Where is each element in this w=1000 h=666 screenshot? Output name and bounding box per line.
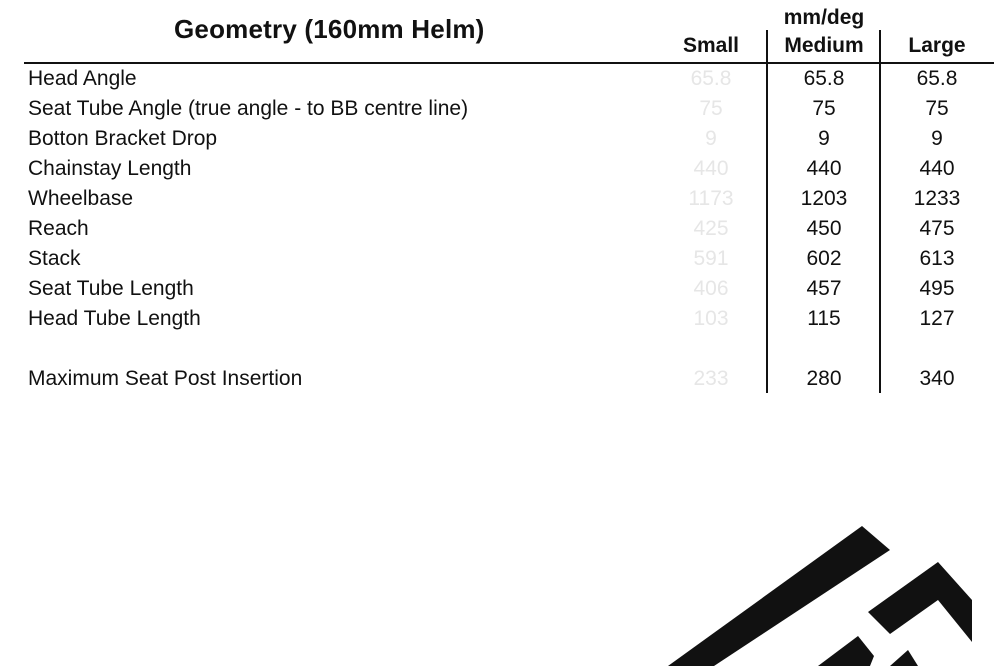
column-header-medium: Medium [784, 34, 864, 57]
units-label: mm/deg [783, 6, 865, 29]
cell-small: 103 [693, 307, 729, 330]
row-label: Wheelbase [28, 187, 134, 210]
cell-large: 65.8 [916, 67, 958, 90]
cell-medium: 602 [806, 247, 842, 270]
cell-small: 65.8 [690, 67, 732, 90]
column-header-large: Large [908, 34, 966, 57]
cell-medium: 457 [806, 277, 842, 300]
cell-large: 440 [919, 157, 955, 180]
row-label: Stack [28, 247, 81, 270]
cell-medium: 1203 [800, 187, 848, 210]
cell-medium: 75 [812, 97, 836, 120]
cell-small: 9 [705, 127, 717, 150]
cell-medium: 440 [806, 157, 842, 180]
cell-small: 406 [693, 277, 729, 300]
row-label: Reach [28, 217, 89, 240]
column-header-small: Small [682, 34, 740, 57]
cell-small: 1173 [688, 187, 734, 210]
cell-large: 75 [925, 97, 949, 120]
cell-small: 425 [693, 217, 729, 240]
cell-medium: 65.8 [803, 67, 845, 90]
cell-medium: 280 [806, 367, 842, 390]
cell-large: 495 [919, 277, 955, 300]
cell-large: 9 [931, 127, 943, 150]
row-label: Seat Tube Angle (true angle - to BB centre line) [28, 97, 469, 120]
row-label: Head Angle [28, 67, 137, 90]
row-label: Seat Tube Length [28, 277, 194, 300]
cell-large: 127 [919, 307, 955, 330]
cell-large: 1233 [913, 187, 961, 210]
row-label: Botton Bracket Drop [28, 127, 218, 150]
cell-medium: 115 [807, 307, 841, 330]
row-label: Chainstay Length [28, 157, 192, 180]
cell-large: 475 [919, 217, 955, 240]
cell-large: 340 [919, 367, 955, 390]
cell-small: 440 [693, 157, 729, 180]
cell-medium: 450 [806, 217, 842, 240]
cell-small: 75 [699, 97, 723, 120]
cell-small: 591 [693, 247, 729, 270]
cell-large: 613 [919, 247, 955, 270]
row-label: Maximum Seat Post Insertion [28, 367, 303, 390]
row-label: Head Tube Length [28, 307, 201, 330]
table-title: Geometry (160mm Helm) [174, 14, 485, 44]
cell-medium: 9 [818, 127, 830, 150]
cell-small: 233 [693, 367, 729, 390]
